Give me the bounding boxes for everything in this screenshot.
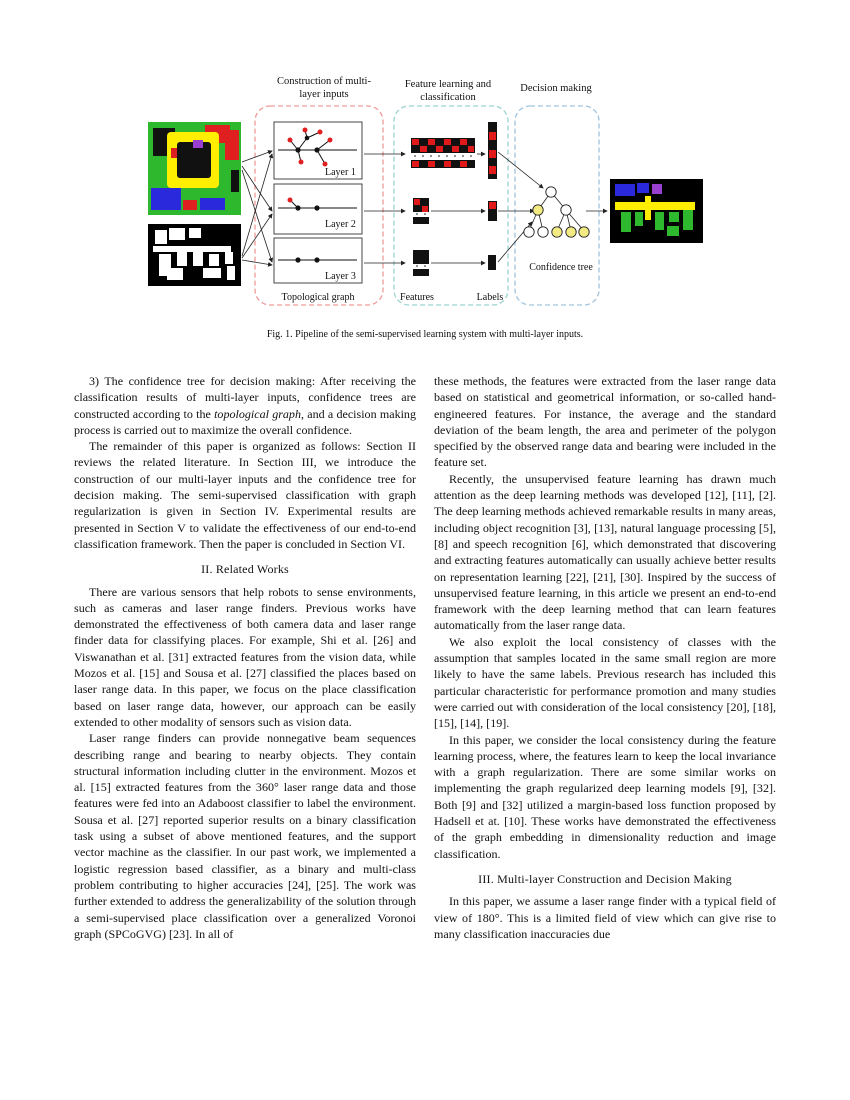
layer-label-3: Layer 3 [325, 271, 356, 282]
layer-box-3 [274, 238, 362, 283]
stage-title-feature-2: classification [420, 92, 476, 103]
paragraph: There are various sensors that help robots to sense environments, such as cameras and laser range finders. Previous works have demonstrated the effectiveness of both camera data and laser range finder data for classifying places. For example, Shi et al. [26] and Viswanathan et al. [31] extracted features from the vision data, while Mozos et al. [15] and Sousa et al. [27] classified the places based on laser range data. In this paper, we focus on the place classification based on laser range data, however, our approach can be easily extended to other modality of sensors such as vision data. [74, 584, 416, 729]
feature-grid-3 [413, 250, 429, 276]
stage-title-construction-2: layer inputs [299, 89, 349, 100]
feature-grid-2 [413, 198, 429, 224]
decision-stage-box [515, 106, 599, 305]
stage-title-feature-1: Feature learning and [404, 79, 492, 90]
pipeline-figure [145, 70, 710, 315]
output-map [610, 179, 703, 243]
left-column [74, 373, 416, 942]
features-label: Features [400, 292, 434, 303]
layer-label-2: Layer 2 [325, 219, 356, 230]
feature-arrows [364, 154, 405, 263]
label-bar-2 [488, 201, 497, 221]
topological-graph-label: Topological graph [281, 292, 355, 303]
labels-label: Labels [476, 292, 504, 303]
input-map-binary [148, 224, 241, 286]
paragraph: The remainder of this paper is organized as follows: Section II reviews the related literature. In Section III, we introduce the construction of our multi-layer inputs and the confidence tree for decision making. The semi-supervised classification with graph regularization is given in Section IV. Experimental results are presented in Section V to validate the effectiveness of our end-to-end classification framework. Then the paper is concluded in Section VI. [74, 439, 416, 551]
paragraph: 3) The confidence tree for decision making: After receiving the classification results of multi-layer inputs, confidence trees are constructed according to the topological graph, and a decision making process is carried out to maximize the overall confidence. [74, 374, 416, 437]
emphasis: topological graph [214, 406, 301, 421]
paragraph: In this paper, we consider the local consistency during the feature learning process, where, the features learn to keep the local invariance with a graph regularization. There are some similar works on implementing the graph regularized deep learning models [9], [32]. Both [9] and [32] utilized a margin-based loss function proposed by Hadsell et at. [10]. These works have demonstrated the effectiveness of the graph embedding in dimensionality reduction and image classification. [434, 732, 776, 861]
paragraph: We also exploit the local consistency of classes with the assumption that samples located in the same small region are more likely to have the same labels. Previous research has included this particular characteristic for performance promotion and many studies were carried out with consideration of the local consistency [20], [18], [15], [14], [19]. [434, 634, 776, 731]
pipeline-diagram [145, 70, 710, 315]
layer-label-1: Layer 1 [325, 167, 356, 178]
right-column [434, 373, 776, 942]
stage-title-decision: Decision making [520, 83, 592, 94]
feature-grid-1 [411, 138, 475, 168]
paragraph: these methods, the features were extracted from the laser range data based on statistical and geometrical information, or so-called hand-engineered features. For instance, the average and the standard deviation of the beam length, the area and perimeter of the polygon specified by the observed range data and bearing were included in the feature set. [434, 374, 776, 470]
section-heading-multilayer: III. Multi-layer Construction and Decision Making [478, 871, 732, 886]
figure-caption: Fig. 1. Pipeline of the semi-supervised learning system with multi-layer inputs. [266, 329, 584, 340]
section-heading-related-works: II. Related Works [201, 562, 289, 577]
input-map-colored [148, 122, 241, 215]
paragraph: Recently, the unsupervised feature learning has drawn much attention as the deep learning methods was developed [12], [11], [2]. The deep learning methods achieved remarkable results in many areas, including object recognition [3], [13], natural language processing [5], [8] and speech recognition [6], which demonstrated that discovering and extracting features automatically can usually achieve better results on representation learning [22], [21], [30]. Inspired by the success of unsupervised feature learning, in this article we present an end-to-end framework with the deep learning method that can learn features automatically from the laser range data. [434, 471, 776, 633]
paragraph: Laser range finders can provide nonnegative beam sequences describing range and bearing to nearby objects. They contain structural information including clutter in the environment. Mozos et al. [15] extracted features from the 360° laser range data and those features were fed into an Adaboost classifier to label the environment. Sousa et al. [27] reported superior results on a binary classification task using a subset of above mentioned features, and the support vector machine as the classifier. In our past work, we implemented a logistic regression based classifier, as a binary and multi-class problem contributing to higher accuracies [24], [25]. The work was further extended to address the generalizability of the solution through a semi-supervised place classification over a generalized Voronoi graph (SPCoGVG) [23]. In all of [74, 731, 416, 941]
stage-title-construction-1: Construction of multi- [277, 76, 371, 87]
confidence-tree [524, 187, 589, 237]
label-arrows [431, 154, 485, 263]
confidence-tree-label: Confidence tree [529, 262, 593, 273]
label-bar-1 [488, 122, 497, 179]
layer-box-1 [274, 122, 362, 179]
layer-box-2 [274, 184, 362, 234]
paragraph: In this paper, we assume a laser range finder with a typical field of view of 180°. This is a limited field of view which can give rise to many classification inaccuracies due [434, 894, 776, 941]
input-arrows [242, 151, 272, 265]
label-bar-3 [488, 255, 496, 270]
